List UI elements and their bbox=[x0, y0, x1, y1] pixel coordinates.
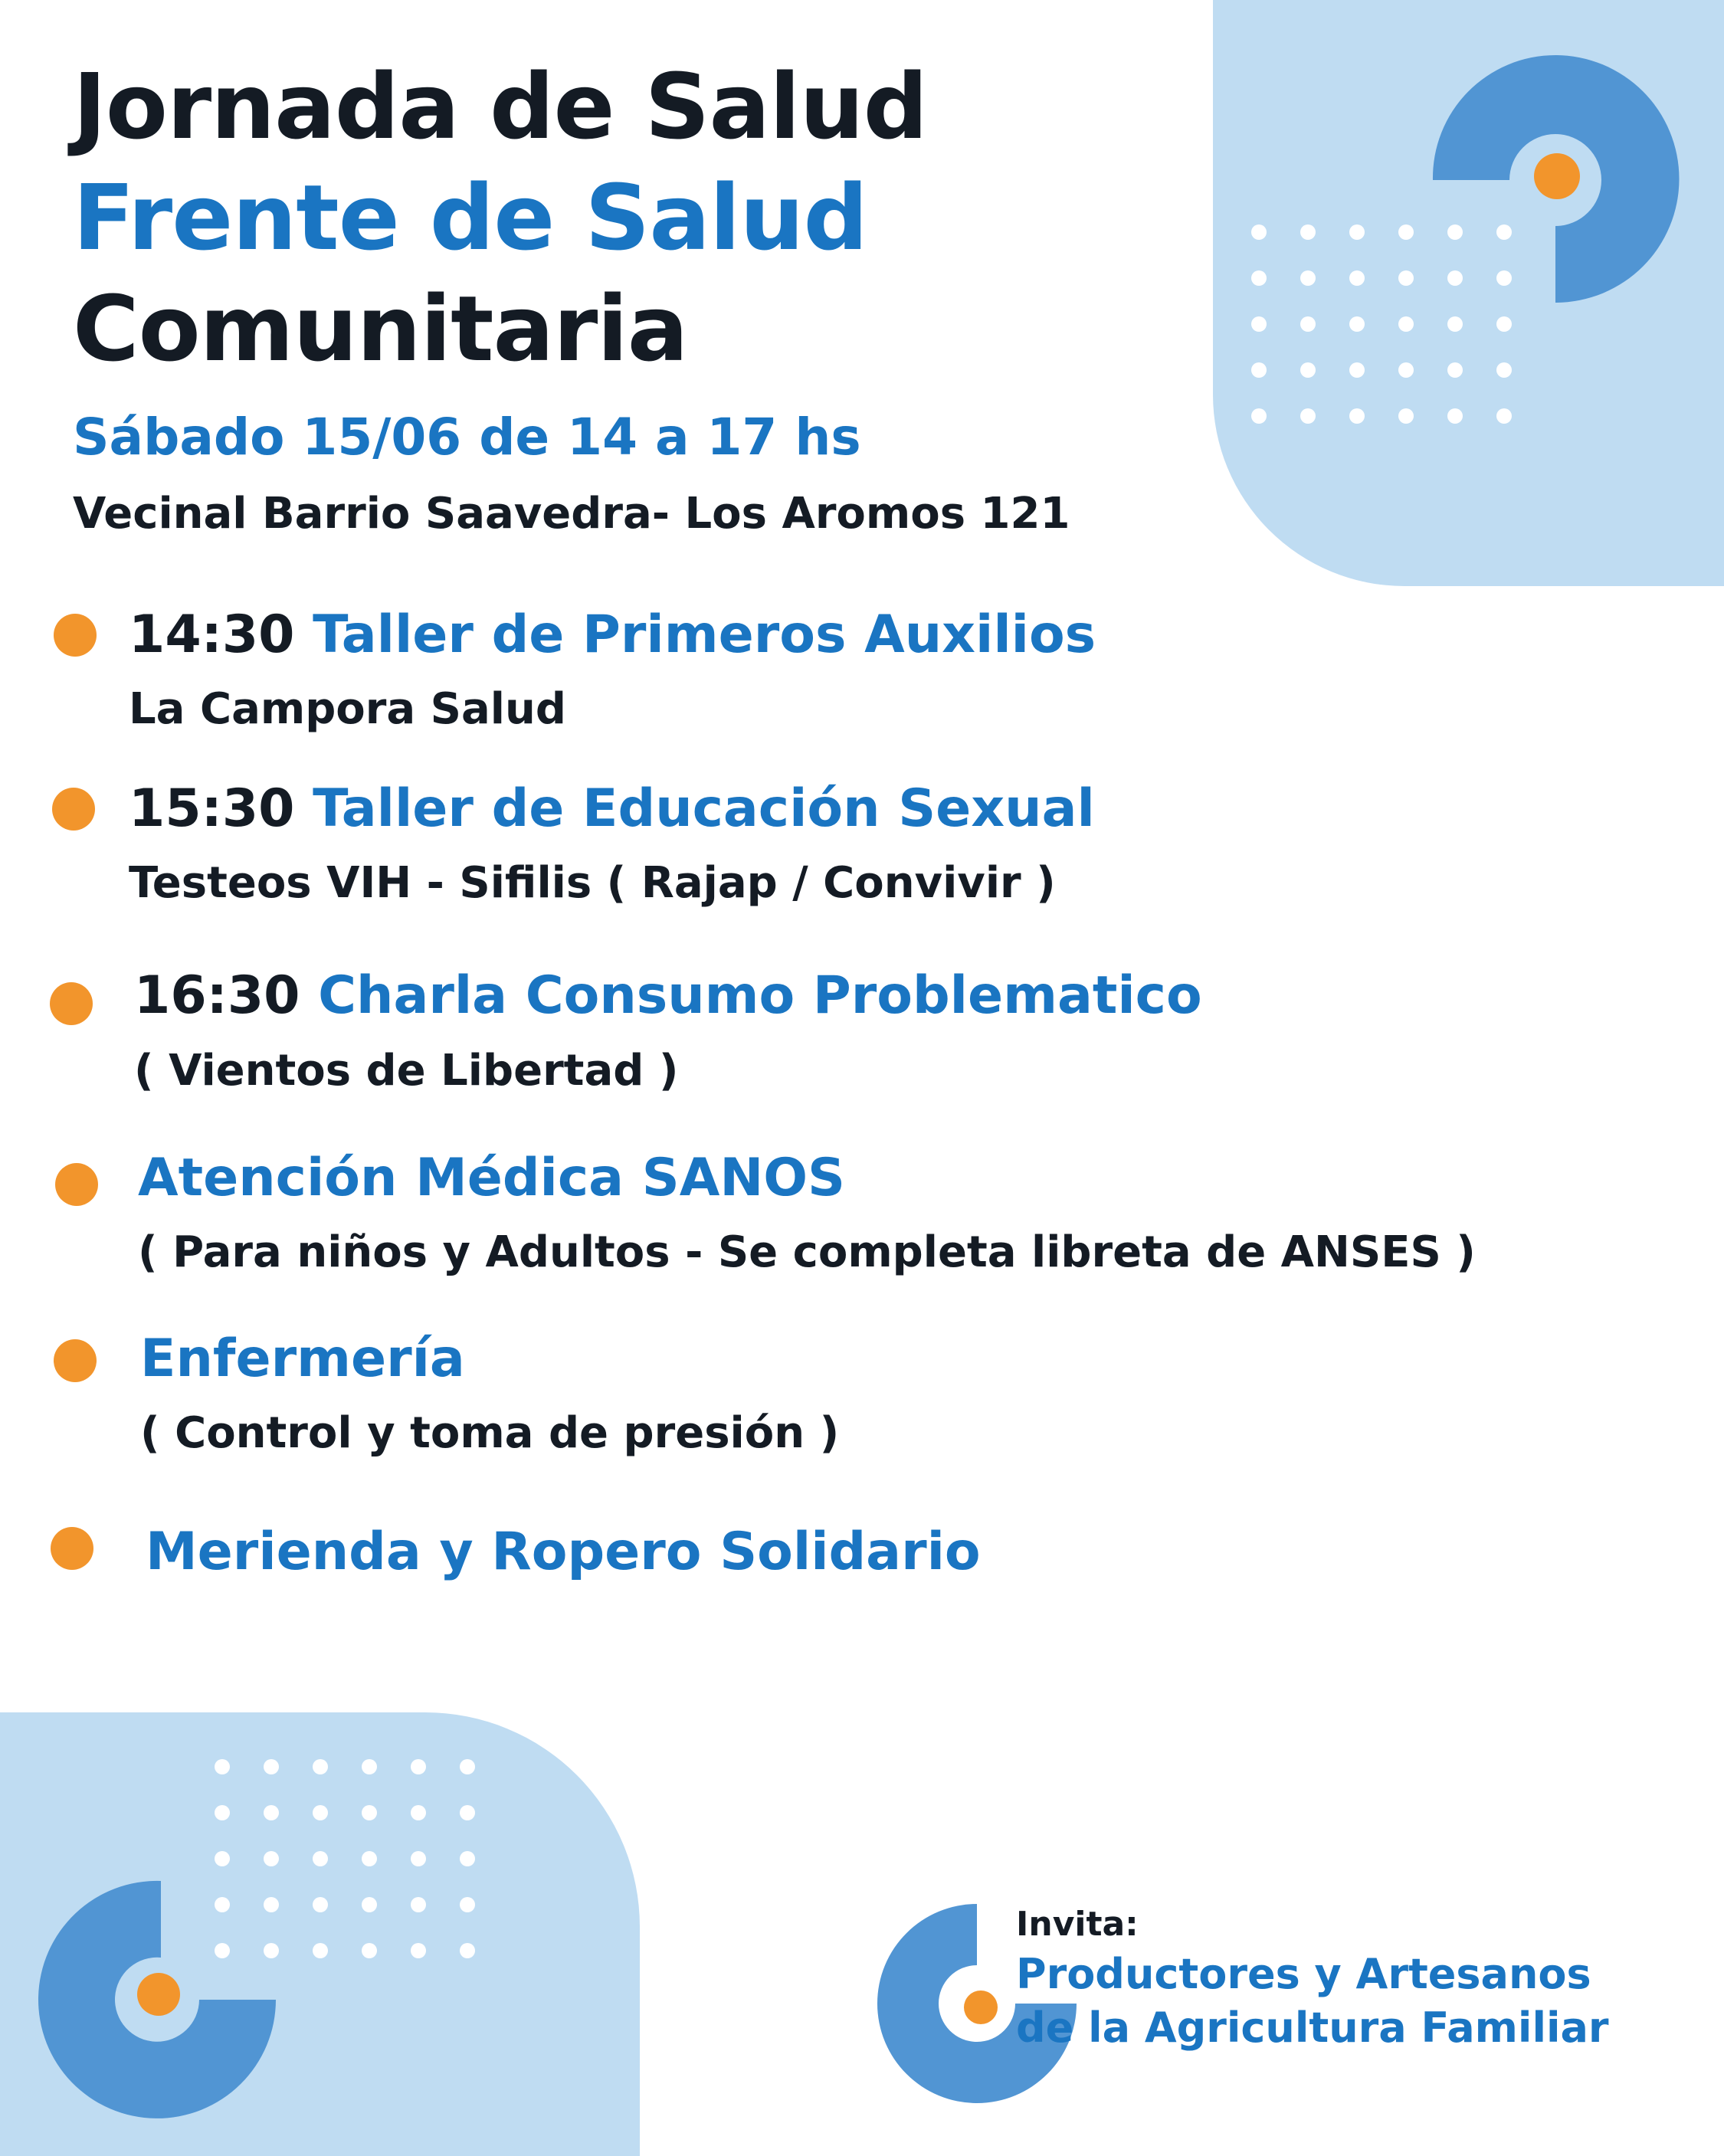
agenda-item-2-time: 15:30 bbox=[129, 778, 295, 839]
grid-dot bbox=[362, 1943, 377, 1958]
grid-dot bbox=[1349, 224, 1365, 240]
grid-dot bbox=[313, 1897, 328, 1912]
grid-dot bbox=[264, 1759, 279, 1774]
bullet-dot-icon bbox=[50, 982, 93, 1025]
grid-dot bbox=[1251, 224, 1267, 240]
bullet-dot-icon bbox=[51, 1527, 93, 1570]
grid-dot bbox=[1300, 224, 1316, 240]
grid-dot bbox=[1398, 224, 1414, 240]
grid-dot bbox=[1349, 270, 1365, 286]
grid-dot bbox=[460, 1805, 475, 1820]
grid-dot bbox=[1398, 408, 1414, 424]
grid-dot bbox=[460, 1943, 475, 1958]
grid-dot bbox=[411, 1943, 426, 1958]
agenda-item-3-time: 16:30 bbox=[134, 965, 300, 1026]
agenda-item-1-detail: La Campora Salud bbox=[129, 684, 566, 734]
grid-dot bbox=[313, 1759, 328, 1774]
grid-dot bbox=[1300, 316, 1316, 332]
grid-dot bbox=[264, 1805, 279, 1820]
grid-dot bbox=[313, 1943, 328, 1958]
grid-dot bbox=[1300, 270, 1316, 286]
agenda-item-2-heading bbox=[129, 778, 1095, 839]
grid-dot bbox=[215, 1759, 230, 1774]
agenda-item-5-title: Enfermería bbox=[140, 1329, 465, 1389]
grid-dot bbox=[362, 1805, 377, 1820]
organizer-name-line-1: Productores y Artesanos bbox=[1016, 1950, 1591, 1998]
agenda-item-6-heading bbox=[146, 1522, 981, 1582]
grid-dot bbox=[1251, 270, 1267, 286]
event-venue: Vecinal Barrio Saavedra- Los Aromos 121 bbox=[73, 489, 1070, 539]
grid-dot bbox=[1251, 362, 1267, 378]
grid-dot bbox=[1447, 408, 1463, 424]
grid-dot bbox=[411, 1897, 426, 1912]
agenda-item-3-heading bbox=[134, 965, 1202, 1026]
grid-dot bbox=[460, 1897, 475, 1912]
agenda-item-5-heading bbox=[140, 1329, 465, 1389]
grid-dot bbox=[1447, 316, 1463, 332]
agenda-item-3-title: Charla Consumo Problematico bbox=[318, 965, 1202, 1026]
agenda-item-2-title: Taller de Educación Sexual bbox=[313, 778, 1095, 839]
agenda-item-1-heading bbox=[129, 605, 1096, 665]
grid-dot bbox=[460, 1759, 475, 1774]
grid-dot bbox=[1398, 316, 1414, 332]
grid-dot bbox=[1349, 362, 1365, 378]
grid-dot bbox=[1251, 408, 1267, 424]
grid-dot bbox=[1496, 362, 1512, 378]
agenda-item-4-heading bbox=[138, 1148, 846, 1208]
title-line-1: Jornada de Salud bbox=[73, 54, 928, 159]
invite-label: Invita: bbox=[1016, 1905, 1139, 1944]
agenda-item-1-time: 14:30 bbox=[129, 605, 295, 665]
grid-dot bbox=[264, 1851, 279, 1866]
grid-dot bbox=[1447, 362, 1463, 378]
grid-dot bbox=[1300, 362, 1316, 378]
logo-mark-icon-top-right bbox=[1425, 46, 1686, 314]
grid-dot bbox=[1349, 316, 1365, 332]
grid-dot bbox=[362, 1897, 377, 1912]
bullet-dot-icon bbox=[54, 614, 97, 657]
grid-dot bbox=[1496, 408, 1512, 424]
grid-dot bbox=[362, 1759, 377, 1774]
grid-dot bbox=[1398, 362, 1414, 378]
grid-dot bbox=[362, 1851, 377, 1866]
grid-dot bbox=[1251, 316, 1267, 332]
grid-dot bbox=[313, 1805, 328, 1820]
agenda-item-1-title: Taller de Primeros Auxilios bbox=[313, 605, 1096, 665]
grid-dot bbox=[1496, 316, 1512, 332]
agenda-item-4-detail: ( Para niños y Adultos - Se completa libreta de ANSES ) bbox=[138, 1227, 1476, 1277]
grid-dot bbox=[1349, 408, 1365, 424]
bullet-dot-icon bbox=[52, 788, 95, 831]
title-line-3: Comunitaria bbox=[73, 276, 688, 382]
grid-dot bbox=[460, 1851, 475, 1866]
title-line-2: Frente de Salud bbox=[73, 165, 867, 270]
agenda-item-2-detail: Testeos VIH - Sifilis ( Rajap / Convivir ) bbox=[129, 858, 1056, 908]
bullet-dot-icon bbox=[55, 1163, 98, 1206]
bullet-dot-icon bbox=[54, 1339, 97, 1382]
agenda-item-5-detail: ( Control y toma de presión ) bbox=[140, 1408, 840, 1458]
grid-dot bbox=[215, 1805, 230, 1820]
grid-dot bbox=[313, 1851, 328, 1866]
agenda-item-6-title: Merienda y Ropero Solidario bbox=[146, 1522, 981, 1582]
grid-dot bbox=[411, 1805, 426, 1820]
logo-mark-icon-bottom-left bbox=[38, 1877, 284, 2122]
event-date: Sábado 15/06 de 14 a 17 hs bbox=[73, 408, 861, 467]
grid-dot bbox=[1398, 270, 1414, 286]
organizer-name-line-2: de la Agricultura Familiar bbox=[1016, 2004, 1609, 2052]
grid-dot bbox=[215, 1851, 230, 1866]
grid-dot bbox=[1300, 408, 1316, 424]
agenda-item-3-detail: ( Vientos de Libertad ) bbox=[134, 1046, 679, 1096]
grid-dot bbox=[411, 1851, 426, 1866]
agenda-item-4-title: Atención Médica SANOS bbox=[138, 1148, 846, 1208]
grid-dot bbox=[411, 1759, 426, 1774]
